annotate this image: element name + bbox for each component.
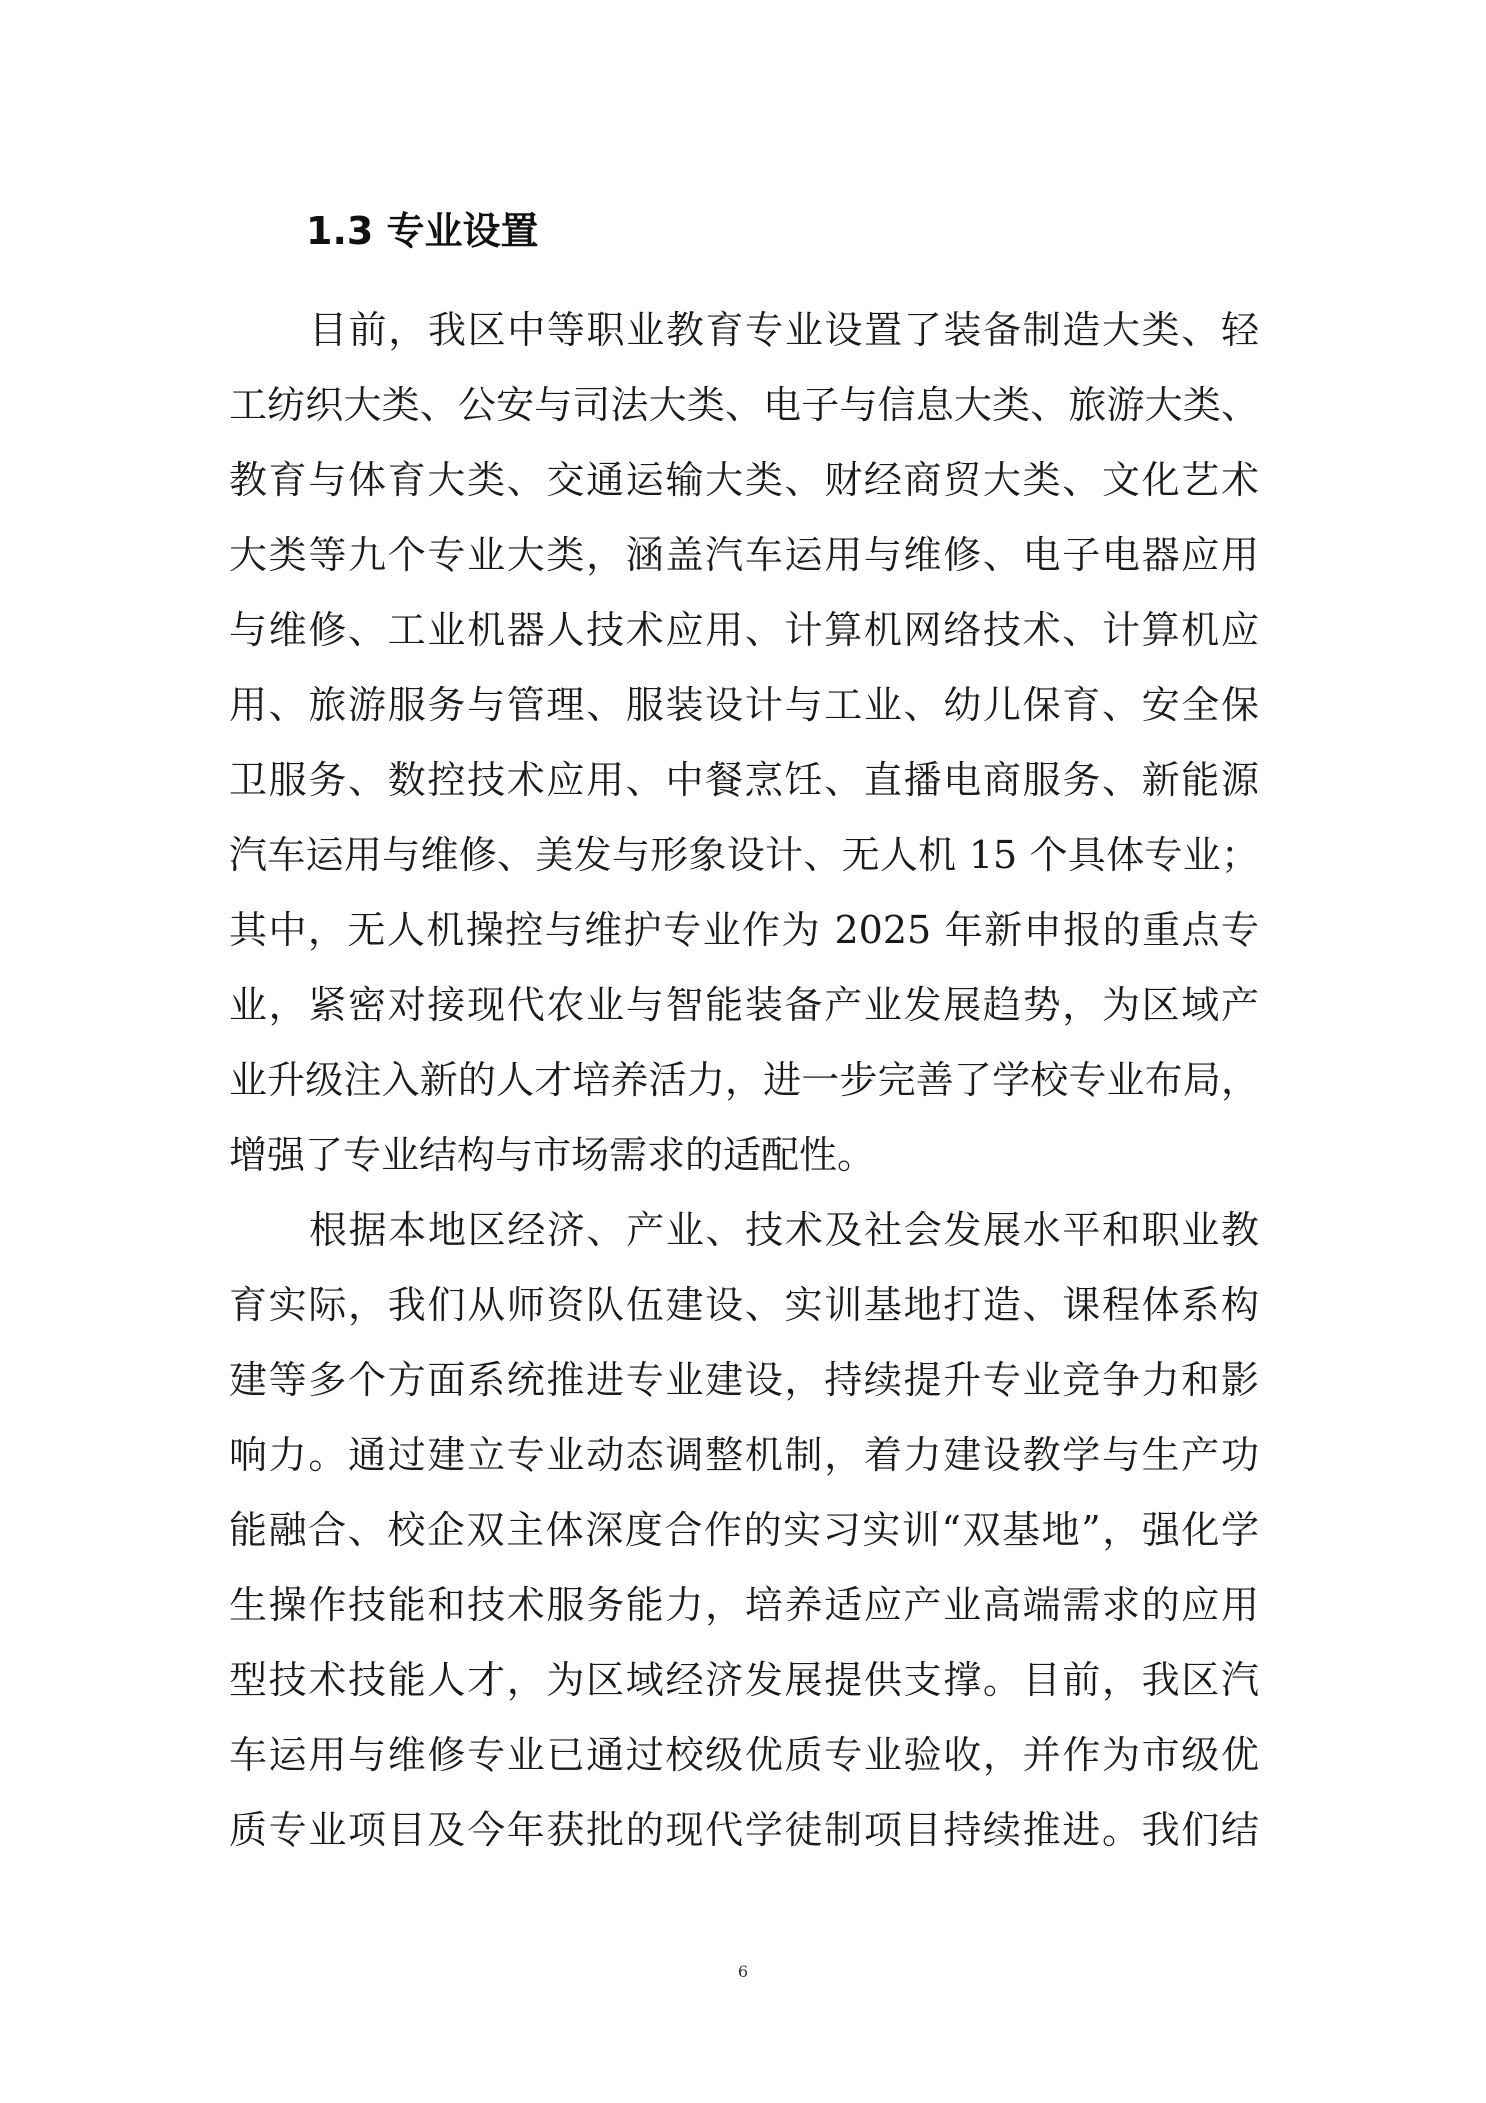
paragraph-line: 根据本地区经济、产业、技术及社会发展水平和职业教 xyxy=(309,1208,1259,1252)
paragraph-line: 增强了专业结构与市场需求的适配性。 xyxy=(229,1133,876,1177)
paragraph-line: 大类等九个专业大类，涵盖汽车运用与维修、电子电器应用 xyxy=(229,533,1259,577)
paragraph-line: 其中，无人机操控与维护专业作为 2025 年新申报的重点专 xyxy=(229,908,1259,952)
page-number: 6 xyxy=(737,1962,749,1981)
paragraph-line: 卫服务、数控技术应用、中餐烹饪、直播电商服务、新能源 xyxy=(229,758,1259,802)
paragraph-line: 汽车运用与维修、美发与形象设计、无人机 15 个具体专业； xyxy=(229,833,1259,877)
paragraph-line: 车运用与维修专业已通过校级优质专业验收，并作为市级优 xyxy=(229,1733,1259,1777)
paragraph-line: 教育与体育大类、交通运输大类、财经商贸大类、文化艺术 xyxy=(229,458,1259,502)
paragraph-line: 业升级注入新的人才培养活力，进一步完善了学校专业布局， xyxy=(229,1058,1259,1102)
paragraph-line: 质专业项目及今年获批的现代学徒制项目持续推进。我们结 xyxy=(229,1808,1259,1852)
paragraph-line: 目前，我区中等职业教育专业设置了装备制造大类、轻 xyxy=(309,308,1259,352)
paragraph-line: 工纺织大类、公安与司法大类、电子与信息大类、旅游大类、 xyxy=(229,383,1259,427)
paragraph-line: 与维修、工业机器人技术应用、计算机网络技术、计算机应 xyxy=(229,608,1259,652)
paragraph-line: 能融合、校企双主体深度合作的实习实训“双基地”，强化学 xyxy=(229,1508,1259,1552)
paragraph-line: 育实际，我们从师资队伍建设、实训基地打造、课程体系构 xyxy=(229,1283,1259,1327)
paragraph-line: 建等多个方面系统推进专业建设，持续提升专业竞争力和影 xyxy=(229,1358,1259,1402)
section-heading: 1.3 专业设置 xyxy=(306,209,539,253)
paragraph-line: 型技术技能人才，为区域经济发展提供支撑。目前，我区汽 xyxy=(229,1658,1259,1702)
paragraph-line: 生操作技能和技术服务能力，培养适应产业高端需求的应用 xyxy=(229,1583,1259,1627)
paragraph-line: 用、旅游服务与管理、服装设计与工业、幼儿保育、安全保 xyxy=(229,683,1259,727)
paragraph-line: 业，紧密对接现代农业与智能装备产业发展趋势，为区域产 xyxy=(229,983,1259,1027)
paragraph-line: 响力。通过建立专业动态调整机制，着力建设教学与生产功 xyxy=(229,1433,1259,1477)
